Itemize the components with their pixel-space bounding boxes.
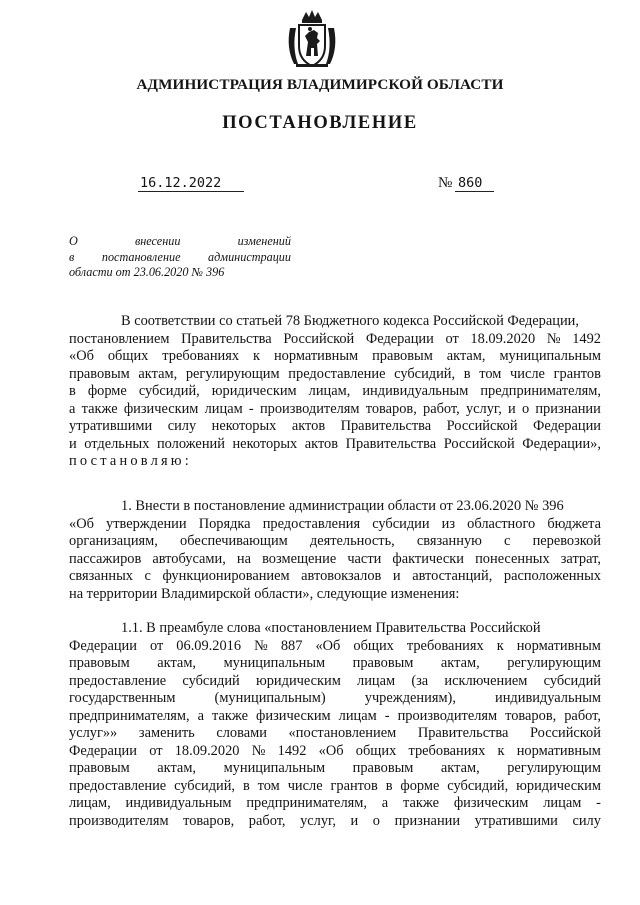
word: и — [69, 435, 77, 452]
word: связанную — [416, 533, 482, 549]
word: индивидуальным — [125, 795, 232, 811]
word: регулирующим — [185, 365, 280, 382]
word: общих — [353, 637, 394, 654]
word: областного — [467, 515, 536, 532]
item-1-paragraph — [69, 498, 601, 603]
word: организациям, — [69, 533, 158, 549]
word: бюджета — [547, 515, 601, 532]
word: услуг, — [300, 812, 336, 829]
organization-title: АДМИНИСТРАЦИЯ ВЛАДИМИРСКОЙ ОБЛАСТИ — [136, 76, 504, 93]
item-1-1-paragraph — [69, 620, 601, 830]
word: о — [372, 812, 380, 829]
word: муниципальным — [499, 348, 601, 364]
word: в — [463, 365, 471, 382]
word: № — [254, 637, 268, 654]
word: деятельность, — [309, 533, 395, 549]
word: актам, — [157, 655, 197, 671]
subject-line: области от 23.06.2020 № 396 — [69, 265, 225, 279]
word: предпринимателям, — [69, 707, 190, 724]
word: числе — [287, 777, 323, 794]
word: индивидуальным — [362, 383, 469, 399]
word: нормативным — [273, 348, 359, 364]
word: грантов — [330, 777, 378, 794]
word: регулирующим — [507, 760, 601, 776]
word: Российской — [283, 330, 355, 347]
word: общих — [355, 742, 397, 759]
word: работ, — [248, 812, 286, 829]
text-line — [69, 383, 601, 401]
word: физическим — [453, 795, 529, 811]
word: Правительства — [340, 418, 432, 434]
word: от — [445, 330, 459, 347]
word: грантов — [553, 365, 601, 382]
text-line — [69, 568, 601, 586]
word: актам, — [446, 348, 486, 364]
word: правовым — [372, 348, 433, 364]
word: также — [81, 400, 118, 417]
text-line: 1.1. В преамбуле слова «постановлением Правительства Российской — [121, 620, 541, 636]
word: «Об — [69, 348, 94, 364]
word: исключением — [444, 672, 528, 689]
word: (муниципальным) — [214, 690, 326, 706]
word: «Об — [315, 637, 341, 654]
word: понесенных — [475, 550, 550, 567]
word: - — [248, 400, 254, 417]
preamble-paragraph — [69, 313, 601, 471]
word: а — [381, 795, 389, 811]
word: товаров, — [365, 400, 417, 417]
word: субсидии — [372, 515, 430, 532]
word: работ, — [564, 707, 601, 724]
word: функционированием — [162, 568, 290, 584]
text-line — [69, 725, 601, 743]
text-line — [69, 673, 601, 691]
word: том — [479, 365, 502, 382]
word: Федерации», — [522, 435, 601, 452]
word: правовым — [352, 760, 414, 776]
word: числе — [510, 365, 545, 382]
word: связанных — [69, 568, 133, 584]
word: актов — [304, 435, 339, 452]
word: «Об — [69, 515, 94, 532]
word: товаров, — [505, 707, 557, 724]
text-line — [69, 795, 601, 813]
word: лицам, — [308, 383, 351, 399]
word: форме — [400, 777, 440, 794]
word: затрат, — [560, 550, 601, 567]
word: индивидуальным — [495, 690, 601, 706]
word: том — [257, 777, 280, 794]
word: субсидий, — [447, 777, 509, 794]
word: к — [497, 742, 505, 759]
word: - — [596, 795, 601, 811]
word: муниципальным — [223, 760, 326, 776]
word: словами — [216, 725, 267, 741]
word: физическим — [256, 707, 331, 724]
word: правовым — [69, 365, 130, 382]
word: о — [521, 400, 530, 417]
word: субсидий, — [138, 383, 200, 399]
word: правовым — [69, 655, 130, 671]
word: с — [504, 533, 511, 549]
word: субсидий — [543, 672, 601, 689]
word: силу — [167, 418, 197, 434]
word: Федерации — [365, 330, 434, 347]
word: от — [149, 742, 163, 759]
word: предоставления — [262, 515, 361, 532]
word: Российской — [446, 418, 518, 434]
word: отдельных — [84, 435, 150, 452]
text-line — [69, 690, 601, 708]
text-line — [69, 638, 601, 656]
word: и — [350, 812, 359, 829]
word: актам, — [138, 365, 178, 382]
text-line — [69, 760, 601, 778]
word: услуг, — [465, 400, 502, 417]
word: Правительства — [417, 725, 509, 741]
word: 18.09.2020 — [174, 742, 240, 759]
word: «Об — [318, 742, 344, 759]
word: форме — [87, 383, 127, 399]
word: а — [197, 707, 205, 724]
word: утратившими — [69, 418, 153, 434]
text-line — [69, 401, 601, 419]
document-subject — [69, 234, 291, 281]
word: постановлением — [69, 330, 170, 347]
text-line — [69, 655, 601, 673]
word: производителям — [69, 812, 169, 829]
word: - — [384, 707, 390, 724]
word: субсидий, — [174, 777, 236, 794]
word: некоторых — [232, 435, 298, 452]
text-line — [69, 516, 601, 534]
word: в — [69, 383, 76, 399]
word: 1492 — [277, 742, 307, 759]
word: юридическим — [516, 777, 601, 794]
document-number: 860 — [455, 175, 494, 192]
document-number-label: № — [438, 175, 453, 191]
text-line — [69, 533, 601, 551]
word: правовым — [352, 655, 414, 671]
word: Правительства — [181, 330, 272, 347]
word: № — [546, 330, 561, 347]
word: требованиях — [406, 637, 484, 654]
word: к — [496, 637, 504, 654]
word: актам, — [440, 655, 480, 671]
word: Порядка — [198, 515, 251, 532]
word: на — [236, 550, 251, 567]
word: нормативным — [516, 742, 601, 759]
word: Федерации — [69, 637, 137, 654]
word: утверждении — [106, 515, 187, 532]
word: (за — [411, 672, 429, 689]
word: Российской — [530, 725, 601, 741]
word: также — [212, 707, 249, 724]
word: расположенных — [503, 568, 601, 584]
word: пассажиров — [69, 550, 142, 567]
subject-line: в постановление администрации — [69, 249, 291, 264]
word: части — [347, 550, 382, 567]
word: № — [251, 742, 266, 759]
word: также — [403, 795, 439, 811]
word: признании — [394, 812, 461, 829]
word: требованиях — [408, 742, 486, 759]
word: фактически — [392, 550, 464, 567]
word: автобусами, — [152, 550, 226, 567]
text-line — [69, 348, 601, 366]
word: работ, — [423, 400, 460, 417]
word: производителям — [397, 707, 498, 724]
word: регулирующим — [507, 655, 601, 671]
word: предпринимателям, — [480, 383, 601, 399]
text-line: В соответствии со статьей 78 Бюджетного кодекса Российской Федерации, — [121, 313, 579, 329]
word: с — [144, 568, 151, 584]
text-line — [69, 743, 601, 761]
word: юридическим — [211, 383, 297, 399]
word: а — [69, 400, 76, 417]
word: лицам — [543, 795, 582, 811]
document-date: 16.12.2022 — [138, 175, 244, 192]
word: нормативным — [516, 637, 601, 654]
word: предоставление — [288, 365, 386, 382]
text-line — [69, 778, 601, 796]
word: Правительства — [345, 435, 437, 452]
word: утратившими — [474, 812, 558, 829]
subject-line: О внесении изменений — [69, 234, 291, 248]
word: учреждениям), — [364, 690, 456, 706]
word: юридическим — [255, 672, 341, 689]
text-line — [69, 331, 601, 349]
word: общих — [107, 348, 149, 364]
document-type-title: ПОСТАНОВЛЕНИЕ — [222, 113, 418, 133]
text-line: на территории Владимирской области», следующие изменения: — [69, 585, 460, 602]
word: автовокзалов — [301, 568, 382, 584]
word: товаров, — [183, 812, 235, 829]
word: лицам, — [69, 795, 111, 811]
word: в — [242, 777, 250, 794]
text-line — [69, 813, 601, 831]
word: 1492 — [572, 330, 601, 347]
word: предпринимателям, — [246, 795, 367, 811]
word: актам, — [440, 760, 480, 776]
word: 18.09.2020 — [470, 330, 536, 347]
decree-word: постановляю: — [69, 453, 192, 469]
word: из — [441, 515, 456, 532]
word: актам, — [157, 760, 197, 776]
word: актов — [291, 418, 326, 434]
word: 06.09.2016 — [176, 637, 242, 654]
word: производителям — [259, 400, 360, 417]
word: услуг»» — [69, 725, 118, 741]
text-line — [69, 418, 601, 436]
word: «постановлением — [288, 725, 397, 741]
word: предоставление — [69, 777, 167, 794]
word: Федерации — [533, 418, 601, 434]
word: лицам — [204, 400, 243, 417]
word: обеспечивающим — [180, 533, 288, 549]
word: перевозкой — [532, 533, 601, 549]
word: автостанций, — [412, 568, 493, 584]
word: требованиях — [162, 348, 240, 364]
word: Федерации — [69, 742, 137, 759]
word: и — [508, 400, 516, 417]
text-line: 1. Внести в постановление администрации области от 23.06.2020 № 396 — [121, 498, 564, 514]
word: предоставление — [69, 672, 167, 689]
word: некоторых — [211, 418, 277, 434]
word: к — [253, 348, 261, 364]
word: заменить — [138, 725, 195, 741]
word: силу — [572, 812, 601, 829]
word: субсидий — [182, 672, 240, 689]
word: лицам — [338, 707, 377, 724]
text-line — [69, 366, 601, 384]
coat-of-arms-icon — [284, 8, 340, 70]
word: признании — [535, 400, 601, 417]
word: возмещение — [262, 550, 337, 567]
word: Российской — [443, 435, 515, 452]
word: от — [149, 637, 164, 654]
text-line — [69, 436, 601, 454]
word: положений — [156, 435, 225, 452]
text-line — [69, 551, 601, 569]
word: государственным — [69, 690, 176, 706]
word: и — [392, 568, 401, 584]
word: в — [385, 777, 393, 794]
word: субсидий, — [394, 365, 456, 382]
word: физическим — [123, 400, 199, 417]
text-line — [69, 708, 601, 726]
word: правовым — [69, 760, 130, 776]
word: лицам — [357, 672, 396, 689]
word: 887 — [280, 637, 303, 654]
word: муниципальным — [223, 655, 326, 671]
